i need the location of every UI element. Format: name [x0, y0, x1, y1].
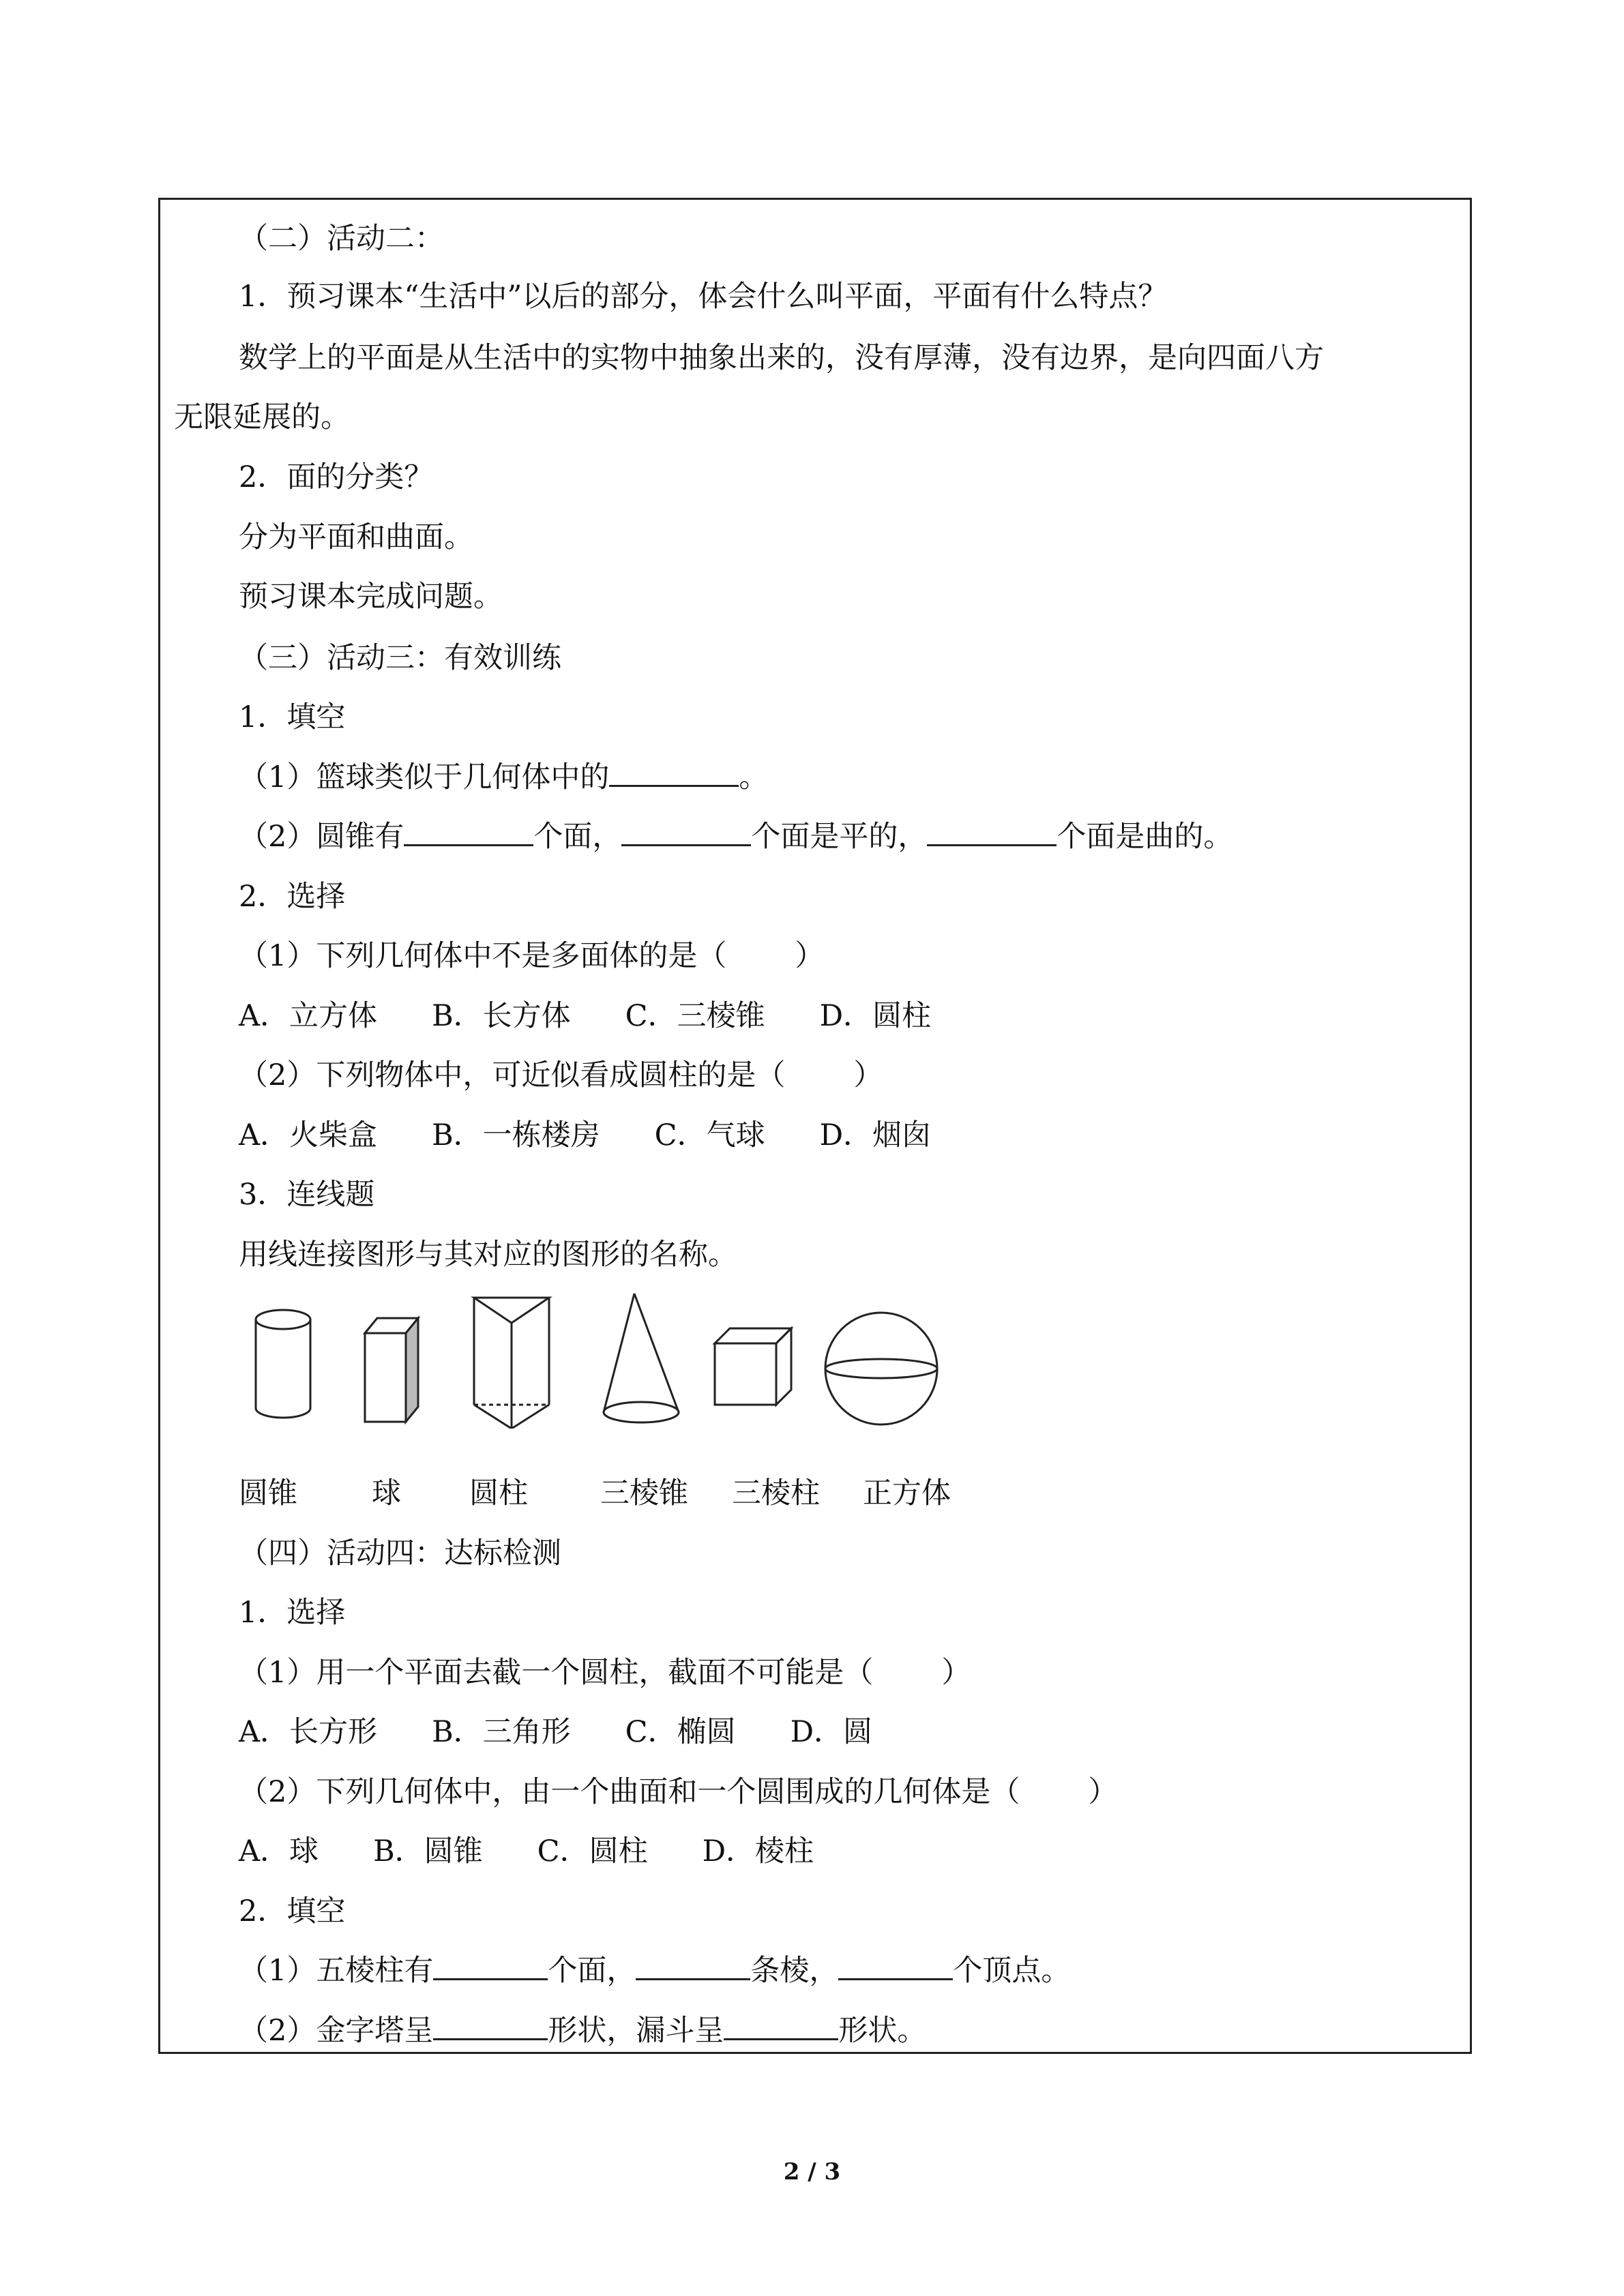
answer-blank[interactable]: [724, 2011, 838, 2040]
paren-close: ）: [853, 1058, 883, 1092]
question-text: （2）下列几何体中，由一个曲面和一个圆围成的几何体是（: [239, 1775, 1020, 1809]
activity2-note: 预习课本完成问题。: [239, 580, 503, 614]
paren-close: ）: [1088, 1775, 1118, 1809]
activity4-fill-title: 2．填空: [239, 1894, 346, 1928]
activity3-fill-1: [239, 757, 768, 798]
activity3-heading: （三）活动三：有效训练: [239, 641, 561, 675]
option-c[interactable]: C．三棱锥: [625, 999, 765, 1033]
activity4-heading: （四）活动四：达标检测: [239, 1536, 561, 1570]
activity4-choice-2: [239, 1772, 1117, 1813]
activity4-choice-2-options: [239, 1831, 814, 1872]
activity2-answer-1-line2: 无限延展的。: [174, 400, 350, 434]
activity3-fill-2: [239, 816, 1232, 857]
answer-blank[interactable]: [433, 1951, 548, 1980]
cuboid-figure: [365, 1318, 418, 1422]
shape-name-5: 三棱柱: [732, 1476, 820, 1510]
option-c[interactable]: C．椭圆: [625, 1715, 736, 1749]
option-d[interactable]: D．棱柱: [702, 1834, 814, 1868]
option-a[interactable]: A．火柴盒: [239, 1118, 378, 1152]
answer-blank[interactable]: [838, 1951, 953, 1980]
fill-text: （1）篮球类似于几何体中的: [239, 760, 610, 794]
activity3-choice-2-options: [239, 1115, 931, 1156]
fill-text: 个面是曲的。: [1057, 820, 1233, 854]
activity2-answer-1-line1: 数学上的平面是从生活中的实物中抽象出来的，没有厚薄，没有边界，是向四面八方: [239, 341, 1324, 375]
option-c[interactable]: C．气球: [654, 1118, 765, 1152]
fill-text: 条棱，: [750, 1954, 839, 1988]
activity2-heading: （二）活动二：: [239, 222, 444, 256]
option-c[interactable]: C．圆柱: [537, 1834, 648, 1868]
triangular-prism-figure: [474, 1298, 549, 1429]
shape-name-3: 圆柱: [469, 1476, 528, 1510]
answer-blank[interactable]: [636, 1951, 750, 1980]
activity3-choice-1-options: [239, 996, 931, 1037]
activity3-choice-1: [239, 936, 824, 976]
shape-name-2: 球: [372, 1476, 401, 1510]
activity4-choice-1: [239, 1652, 971, 1693]
cone-figure: [604, 1294, 679, 1422]
cube-figure: [715, 1328, 791, 1405]
paren-close: ）: [941, 1656, 971, 1690]
option-b[interactable]: B．三角形: [432, 1715, 571, 1749]
fill-text: 形状。: [838, 2014, 927, 2048]
fill-text: （1）五棱柱有: [239, 1954, 434, 1988]
fill-text: （2）圆锥有: [239, 820, 404, 854]
activity2-answer-2: 分为平面和曲面。: [239, 520, 473, 554]
activity3-match-instruction: 用线连接图形与其对应的图形的名称。: [239, 1238, 737, 1272]
fill-text: 个顶点。: [953, 1954, 1071, 1988]
fill-text: 个面是平的，: [751, 820, 928, 854]
activity4-fill-1: [239, 1950, 1070, 1991]
option-d[interactable]: D．圆: [790, 1715, 873, 1749]
option-a[interactable]: A．长方形: [239, 1715, 378, 1749]
option-b[interactable]: B．长方体: [432, 999, 571, 1033]
answer-blank[interactable]: [404, 817, 533, 846]
page-number: 2 / 3: [783, 2158, 841, 2186]
activity3-choice-title: 2．选择: [239, 880, 346, 914]
option-b[interactable]: B．一栋楼房: [432, 1118, 600, 1152]
option-a[interactable]: A．立方体: [239, 999, 378, 1033]
activity3-fill-title: 1．填空: [239, 700, 346, 734]
paren-close: ）: [795, 939, 825, 973]
activity2-question-1: 1．预习课本“生活中”以后的部分，体会什么叫平面，平面有什么特点？: [239, 280, 1168, 314]
shape-figures: [232, 1292, 955, 1429]
answer-blank[interactable]: [927, 817, 1057, 846]
option-d[interactable]: D．烟囱: [819, 1118, 932, 1152]
answer-blank[interactable]: [621, 817, 751, 846]
question-text: （1）用一个平面去截一个圆柱，截面不可能是（: [239, 1656, 874, 1690]
shape-name-6: 正方体: [863, 1476, 951, 1510]
activity3-choice-2: [239, 1055, 883, 1096]
fill-text: （2）金字塔呈: [239, 2014, 434, 2048]
activity2-question-2: 2．面的分类？: [239, 460, 434, 494]
answer-blank[interactable]: [609, 758, 739, 787]
cylinder-figure: [256, 1310, 310, 1418]
fill-text: 形状，漏斗呈: [548, 2014, 724, 2048]
activity4-choice-title: 1．选择: [239, 1596, 346, 1630]
question-text: （2）下列物体中，可近似看成圆柱的是（: [239, 1058, 786, 1092]
fill-text: 。: [739, 760, 769, 794]
activity3-match-title: 3．连线题: [239, 1178, 375, 1212]
shape-name-4: 三棱锥: [600, 1476, 688, 1510]
question-text: （1）下列几何体中不是多面体的是（: [239, 939, 727, 973]
shape-name-1: 圆锥: [239, 1476, 297, 1510]
activity4-fill-2: [239, 2010, 926, 2051]
option-a[interactable]: A．球: [239, 1834, 319, 1868]
sphere-figure: [825, 1313, 937, 1425]
option-d[interactable]: D．圆柱: [819, 999, 932, 1033]
activity4-choice-1-options: [239, 1712, 872, 1753]
fill-text: 个面，: [548, 1954, 636, 1988]
fill-text: 个面，: [533, 820, 622, 854]
option-b[interactable]: B．圆锥: [373, 1834, 483, 1868]
answer-blank[interactable]: [433, 2011, 548, 2040]
